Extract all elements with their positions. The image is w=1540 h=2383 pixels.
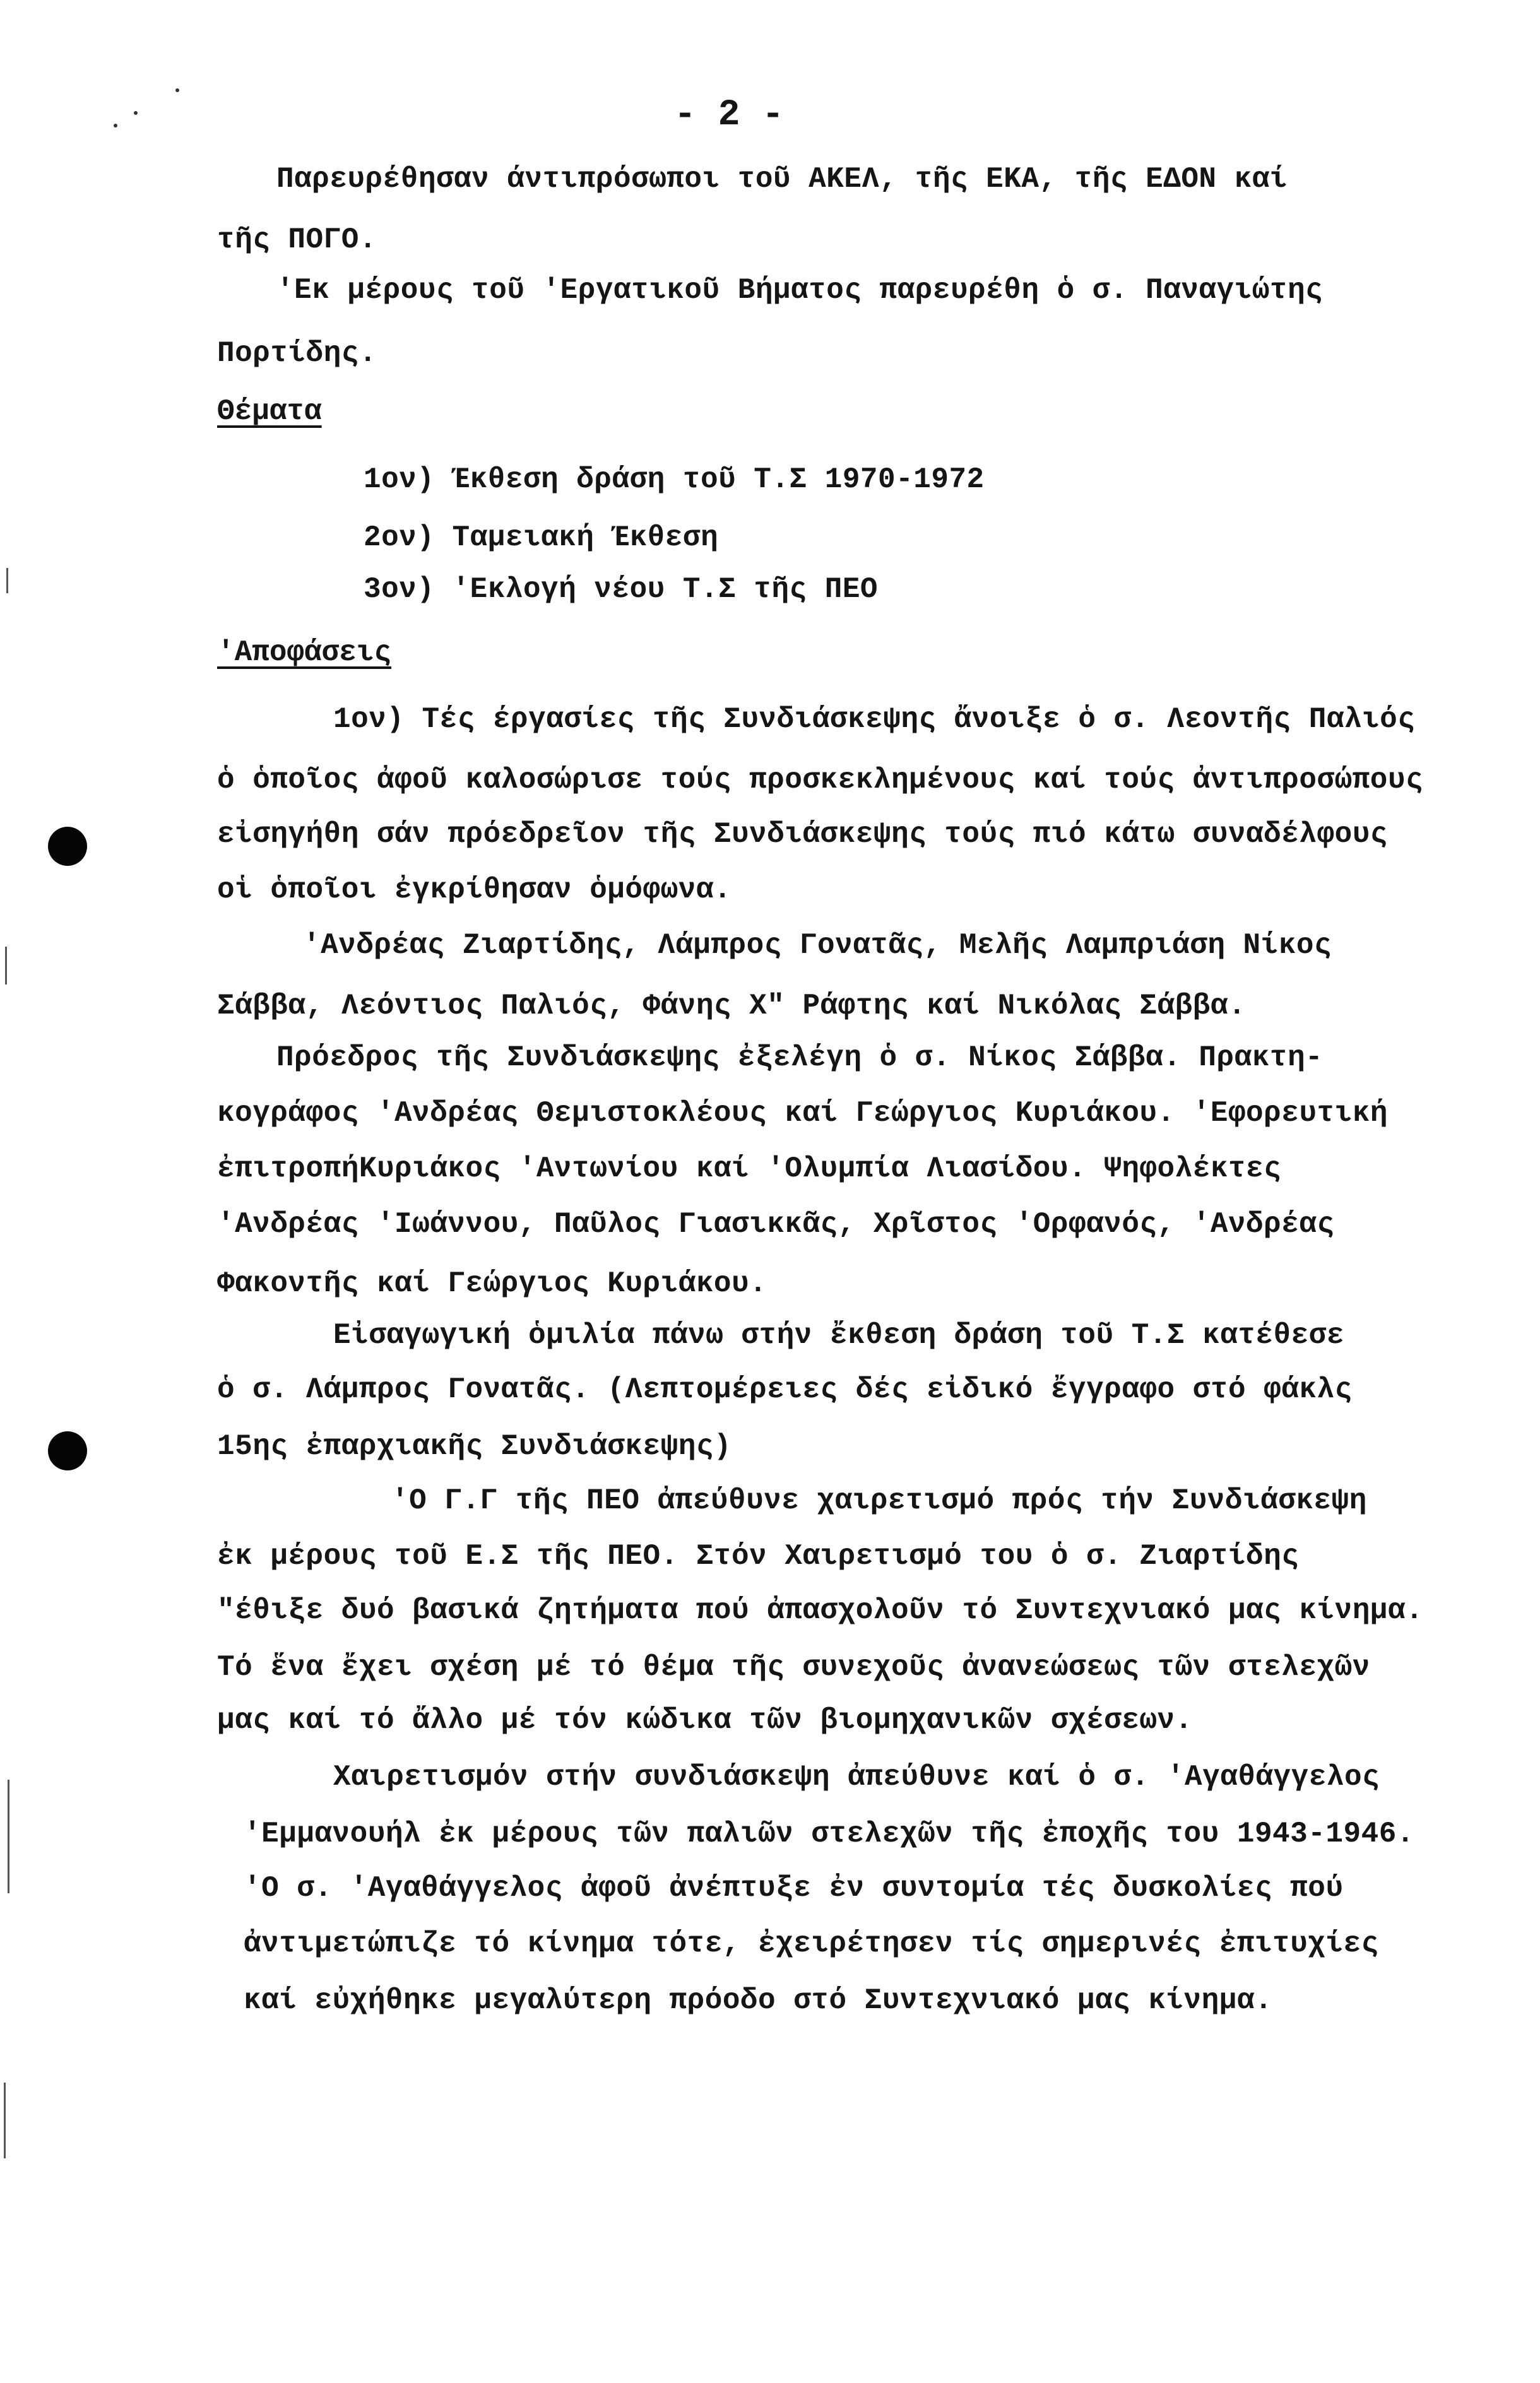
decisions-heading: 'Αποφάσεις bbox=[217, 636, 392, 669]
scan-edge-mark bbox=[6, 568, 8, 593]
page-number: - 2 - bbox=[674, 95, 785, 136]
body-line: Σάββα, Λεόντιος Παλιός, Φάνης Χ" Ράφτης καί Νικόλας Σάββα. bbox=[217, 990, 1247, 1022]
scan-speck bbox=[175, 88, 179, 92]
body-line: εἰσηγήθη σάν πρόεδρεῖον τῆς Συνδιάσκεψης τούς πιό κάτω συναδέλφους bbox=[217, 818, 1388, 851]
body-line: μας καί τό ἄλλο μέ τόν κώδικα τῶν βιομηχανικῶν σχέσεων. bbox=[217, 1704, 1193, 1737]
body-line: κογράφος 'Ανδρέας Θεμιστοκλέους καί Γεώργιος Κυριάκου. 'Εφορευτική bbox=[217, 1097, 1388, 1130]
body-line: 15ης ἐπαρχιακῆς Συνδιάσκεψης) bbox=[217, 1430, 732, 1463]
body-line: 'Ανδρέας Ζιαρτίδης, Λάμπρος Γονατᾶς, Μελῆς Λαμπριάση Νίκος bbox=[303, 929, 1332, 962]
intro-line: Πορτίδης. bbox=[217, 337, 377, 370]
body-line: 'Ο Γ.Γ τῆς ΠΕΟ ἀπεύθυνε χαιρετισμό πρός τήν Συνδιάσκεψη bbox=[391, 1484, 1367, 1517]
themes-heading: Θέματα bbox=[217, 395, 322, 428]
body-line: 'Εμμανουήλ ἐκ μέρους τῶν παλιῶν στελεχῶν τῆς ἐποχῆς του 1943-1946. bbox=[244, 1818, 1414, 1850]
scan-edge-mark bbox=[8, 1780, 9, 1893]
body-line: 1ον) Τές έργασίες τῆς Συνδιάσκεψης ἄνοιξε ὁ σ. Λεοντῆς Παλιός bbox=[333, 703, 1416, 736]
body-line: ἐπιτροπήΚυριάκος 'Αντωνίου καί 'Ολυμπία Λιασίδου. Ψηφολέκτες bbox=[217, 1152, 1282, 1185]
scan-speck bbox=[134, 111, 138, 115]
punch-hole-bottom bbox=[48, 1431, 87, 1470]
body-line: Εἰσαγωγική ὁμιλία πάνω στήν ἔκθεση δράση τοῦ Τ.Σ κατέθεσε bbox=[333, 1319, 1344, 1352]
intro-line: τῆς ΠΟΓΟ. bbox=[217, 223, 377, 256]
scan-edge-mark bbox=[5, 947, 7, 985]
punch-hole-top bbox=[48, 827, 87, 866]
body-line: 'Ανδρέας 'Ιωάννου, Παῦλος Γιασικκᾶς, Χρῖστος 'Ορφανός, 'Ανδρέας bbox=[217, 1208, 1335, 1241]
body-line: Χαιρετισμόν στήν συνδιάσκεψη ἀπεύθυνε καί ὁ σ. 'Αγαθάγγελος bbox=[333, 1761, 1380, 1794]
body-line: Τό ἕνα ἔχει σχέση μέ τό θέμα τῆς συνεχοῦς ἀνανεώσεως τῶν στελεχῶν bbox=[217, 1651, 1370, 1684]
body-line: οἱ ὁποῖοι ἐγκρίθησαν ὁμόφωνα. bbox=[217, 873, 732, 906]
body-line: "έθιξε δυό βασικά ζητήματα πού ἀπασχολοῦν τό Συντεχνιακό μας κίνημα. bbox=[217, 1594, 1424, 1627]
theme-item: 1ον) Έκθεση δράση τοῦ Τ.Σ 1970-1972 bbox=[364, 463, 985, 496]
theme-item: 2ον) Ταμειακή Έκθεση bbox=[364, 521, 719, 554]
intro-line: Παρευρέθησαν άντιπρόσωποι τοῦ ΑΚΕΛ, τῆς ΕΚΑ, τῆς ΕΔΟΝ καί bbox=[276, 163, 1288, 196]
body-line: ὁ ὁποῖος ἀφοῦ καλοσώρισε τούς προσκεκλημένους καί τούς ἀντιπροσώπους bbox=[217, 764, 1424, 796]
scan-edge-mark bbox=[4, 2083, 6, 2158]
intro-line: 'Εκ μέρους τοῦ 'Εργατικοῦ Βήματος παρευρέθη ὁ σ. Παναγιώτης bbox=[276, 274, 1324, 307]
body-line: Πρόεδρος τῆς Συνδιάσκεψης ἐξελέγη ὁ σ. Νίκος Σάββα. Πρακτη- bbox=[276, 1041, 1324, 1074]
theme-item: 3ον) 'Εκλογή νέου Τ.Σ τῆς ΠΕΟ bbox=[364, 573, 879, 606]
body-line: καί εὐχήθηκε μεγαλύτερη πρόοδο στό Συντεχνιακό μας κίνημα. bbox=[244, 1984, 1273, 2017]
body-line: ἐκ μέρους τοῦ Ε.Σ τῆς ΠΕΟ. Στόν Χαιρετισμό του ὁ σ. Ζιαρτίδης bbox=[217, 1540, 1300, 1573]
body-line: ἀντιμετώπιζε τό κίνημα τότε, ἐχειρέτησεν τίς σημερινές ἐπιτυχίες bbox=[244, 1927, 1379, 1960]
body-line: ὁ σ. Λάμπρος Γονατᾶς. (Λεπτομέρειες δές εἰδικό ἔγγραφο στό φάκλς bbox=[217, 1373, 1353, 1406]
body-line: Φακοντῆς καί Γεώργιος Κυριάκου. bbox=[217, 1267, 767, 1300]
body-line: 'Ο σ. 'Αγαθάγγελος ἀφοῦ ἀνέπτυξε ἐν συντομία τές δυσκολίες πού bbox=[244, 1872, 1344, 1905]
scan-speck bbox=[114, 124, 117, 127]
